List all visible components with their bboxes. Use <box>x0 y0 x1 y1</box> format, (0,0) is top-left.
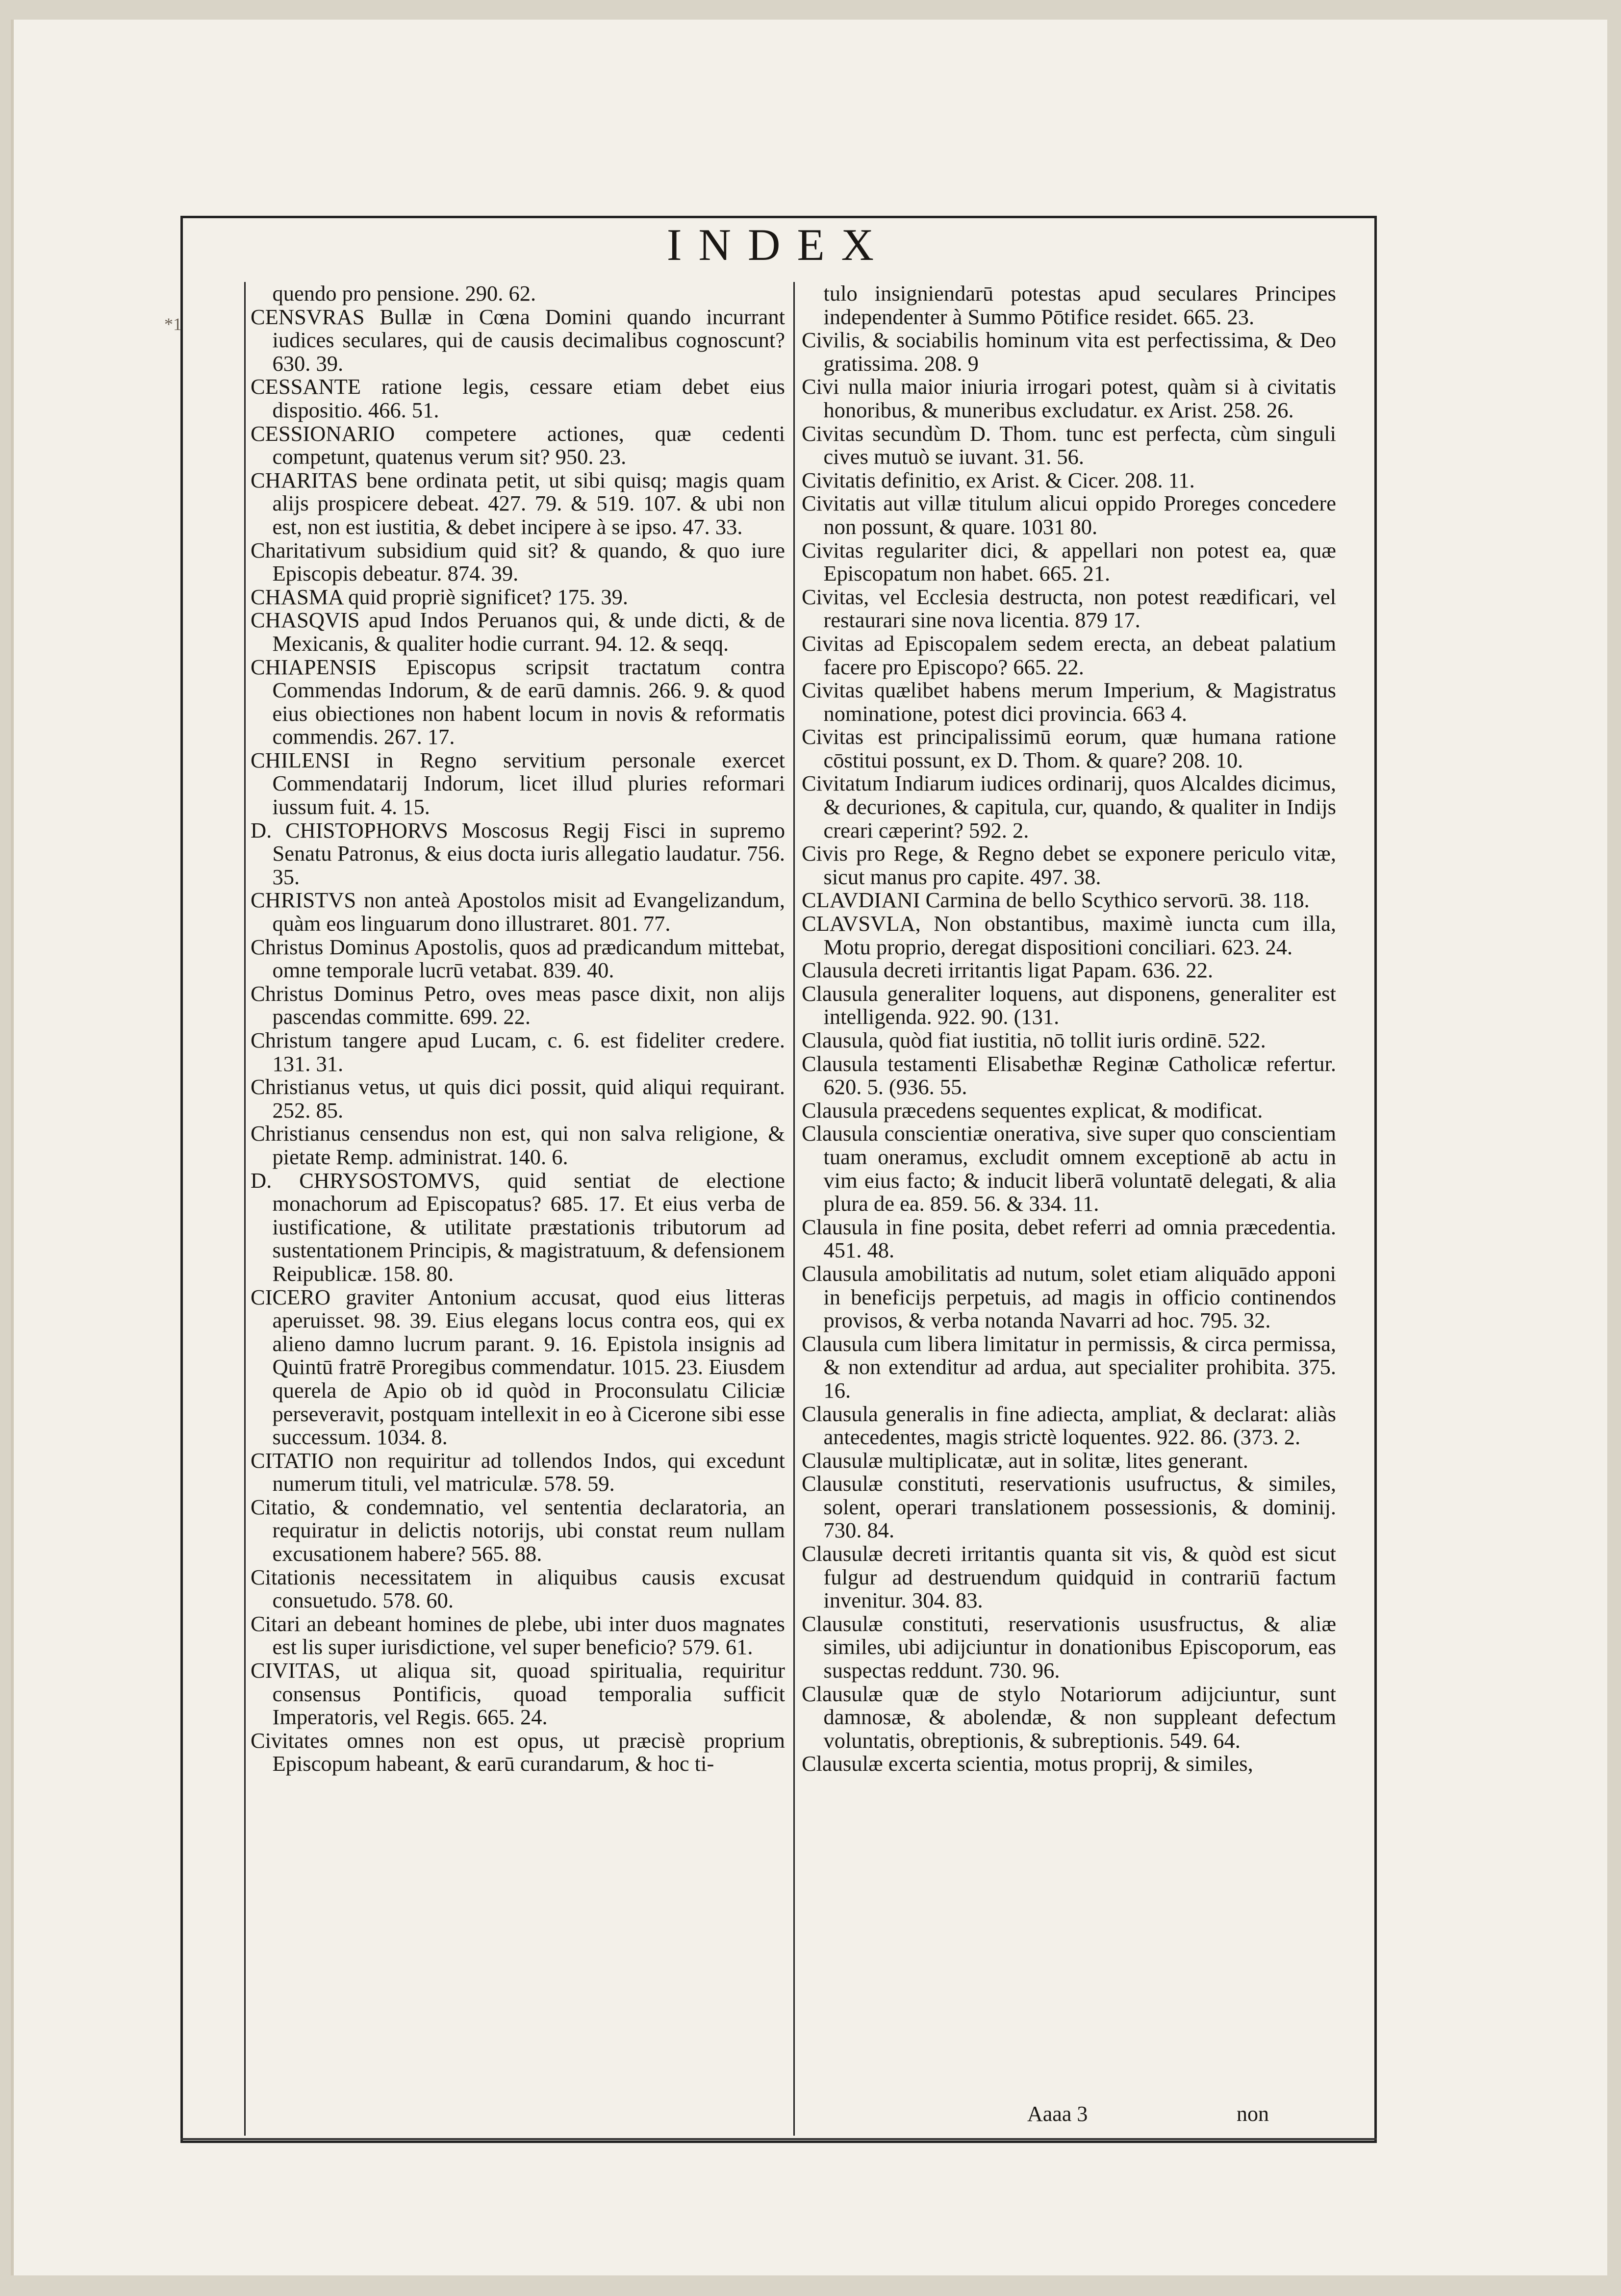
index-entry: Civis pro Rege, & Regno debet se exponere periculo vitæ, sicut manus pro capite. 497. 38. <box>802 841 1336 889</box>
index-entry: Clausulæ constituti, reservationis usufructus, & similes, solent, operari translationem possessionis, & dominij. 730. 84. <box>802 1471 1336 1543</box>
index-entry: Clausula amobilitatis ad nutum, solet etiam aliquādo apponi in beneficijs perpetuis, ad magis in officio continendos provisos, & verba notanda Navarri ad hoc. 795. 32. <box>802 1261 1336 1333</box>
index-entry: CESSANTE ratione legis, cessare etiam debet eius dispositio. 466. 51. <box>251 374 785 422</box>
margin-note: *1 <box>164 314 182 334</box>
index-entry: Clausulæ constituti, reservationis ususfructus, & aliæ similes, ubi adijciuntur in donationibus Episcoporum, eas suspectas reddunt. 730. 96. <box>802 1611 1336 1683</box>
index-entry: CLAVDIANI Carmina de bello Scythico servorū. 38. 118. <box>802 888 1310 913</box>
index-entry: Christianus censendus non est, qui non salva religione, & pietate Remp. administrat. 140. 6. <box>251 1121 785 1169</box>
index-entry: Clausulæ decreti irritantis quanta sit vis, & quòd est sicut fulgur ad destruendum quidquid in contrariū factum invenitur. 304. 83. <box>802 1541 1336 1613</box>
index-entry: Civitates omnes non est opus, ut præcisè proprium Episcopum habeant, & earū curandarum, & hoc ti- <box>251 1728 785 1776</box>
index-entry: Civitas secundùm D. Thom. tunc est perfecta, cùm singuli cives mutuò se iuvant. 31. 56. <box>802 421 1336 469</box>
bottom-rule <box>180 2138 1377 2140</box>
index-entry: CESSIONARIO competere actiones, quæ cedenti competunt, quatenus verum sit? 950. 23. <box>251 421 785 469</box>
page-title: INDEX <box>666 220 891 270</box>
index-entry: Civilis, & sociabilis hominum vita est perfectissima, & Deo gratissima. 208. 9 <box>802 328 1336 376</box>
index-entry: CITATIO non requiritur ad tollendos Indos, qui excedunt numerum tituli, vel matriculæ. 578. 59. <box>251 1448 785 1496</box>
index-entry: Citari an debeant homines de plebe, ubi inter duos magnates est lis super iurisdictione, vel super beneficio? 579. 61. <box>251 1611 785 1659</box>
index-entry: Clausula cum libera limitatur in permissis, & circa permissa, & non extenditur ad ardua, aut specialiter prohibita. 375. 16. <box>802 1331 1336 1403</box>
index-entry: Clausulæ quæ de stylo Notariorum adijciuntur, sunt damnosæ, & abolendæ, & non suppleant defectum voluntatis, obreptionis, & subreptionis. 549. 64. <box>802 1681 1336 1753</box>
index-entry: CENSVRAS Bullæ in Cœna Domini quando incurrant iudices seculares, qui de causis decimalibus cognoscunt? 630. 39. <box>251 304 785 376</box>
index-entry: CICERO graviter Antonium accusat, quod eius litteras aperuisset. 98. 39. Eius elegans locus contra eos, qui ex alieno damno lucrum parant. 9. 16. Epistola insignis ad Quintū fratrē Proregibus commendatur. 1015. 23. Eiusdem querela de Apio ob id quòd in Proconsulatu Ciliciæ perseveravit, postquam intellexit in eo à Cicerone sibi esse successum. 1034. 8. <box>251 1284 785 1450</box>
index-entry: Clausula, quòd fiat iustitia, nō tollit iuris ordinē. 522. <box>802 1028 1266 1052</box>
index-entry: Clausulæ excerta scientia, motus proprij, & similes, <box>802 1751 1253 1776</box>
index-entry: tulo insigniendarū potestas apud seculares Principes independenter à Summo Pōtifice residet. 665. 23. <box>823 282 1336 329</box>
index-entry: CHARITAS bene ordinata petit, ut sibi quisq; magis quam alijs prospicere debeat. 427. 79. & 519. 107. & ubi non est, non est iustitia, & debet incipere à se ipso. 47. 33. <box>251 467 785 539</box>
index-entry: Clausula decreti irritantis ligat Papam. 636. 22. <box>802 958 1214 983</box>
index-entry: Clausulæ multiplicatæ, aut in solitæ, lites generant. <box>802 1448 1248 1473</box>
index-entry: D. CHRYSOSTOMVS, quid sentiat de electione monachorum ad Episcopatus? 685. 17. Et eius verba de iustificatione, & utilitate præstationis tributorum ad sustentationem Principis, & magistratuum, & defensionem Reipublicæ. 158. 80. <box>251 1168 785 1286</box>
index-frame <box>180 216 1377 2143</box>
index-entry: CHILENSI in Regno servitium personale exercet Commendatarij Indorum, licet illud pluries reformari iussum fuit. 4. 15. <box>251 747 785 819</box>
index-entry: Civitas regulariter dici, & appellari non potest ea, quæ Episcopatum non habet. 665. 21. <box>802 537 1336 586</box>
index-entry: quendo pro pensione. 290. 62. <box>272 282 536 306</box>
index-entry: Citatio, & condemnatio, vel sententia declaratoria, an requiratur in delictis notorijs, ubi constat reum nullam excusationem habere? 565. 88. <box>251 1494 785 1566</box>
index-entry: Christus Dominus Petro, oves meas pasce dixit, non alijs pascendas committe. 699. 22. <box>251 981 785 1029</box>
index-entry: Charitativum subsidium quid sit? & quando, & quo iure Episcopis debeatur. 874. 39. <box>251 537 785 586</box>
right-column <box>793 282 1336 2136</box>
index-entry: Clausula præcedens sequentes explicat, & modificat. <box>802 1097 1263 1122</box>
index-entry: Clausula generalis in fine adiecta, ampliat, & declarat: aliàs antecedentes, magis strictè loquentes. 922. 86. (373. 2. <box>802 1401 1336 1450</box>
index-entry: Citationis necessitatem in aliquibus causis excusat consuetudo. 578. 60. <box>251 1564 785 1613</box>
index-entry: Civi nulla maior iniuria irrogari potest, quàm si à civitatis honoribus, & muneribus excludatur. ex Arist. 258. 26. <box>802 374 1336 422</box>
index-entry: Civitas quælibet habens merum Imperium, & Magistratus nominatione, potest dici provincia. 663 4. <box>802 678 1336 726</box>
index-entry: Civitatum Indiarum iudices ordinarij, quos Alcaldes dicimus, & decuriones, & capitula, cur, quando, & qualiter in Indijs creari cæperint? 592. 2. <box>802 771 1336 842</box>
catchword: non <box>1237 2102 1269 2126</box>
index-entry: Civitatis definitio, ex Arist. & Cicer. 208. 11. <box>802 467 1195 492</box>
index-entry: D. CHISTOPHORVS Moscosus Regij Fisci in supremo Senatu Patronus, & eius docta iuris allegatio laudatur. 756. 35. <box>251 817 785 889</box>
index-entry: CHASQVIS apud Indos Peruanos qui, & unde dicti, & de Mexicanis, & qualiter hodie currant. 94. 12. & seqq. <box>251 608 785 656</box>
index-entry: Clausula generaliter loquens, aut disponens, generaliter est intelligenda. 922. 90. (131. <box>802 981 1336 1029</box>
left-column <box>244 282 785 2136</box>
index-entry: Christum tangere apud Lucam, c. 6. est fideliter credere. 131. 31. <box>251 1028 785 1076</box>
index-entry: Civitatis aut villæ titulum alicui oppido Proreges concedere non possunt, & quare. 1031 80. <box>802 491 1336 539</box>
signature-mark: Aaaa 3 <box>1027 2102 1088 2126</box>
index-entry: Christianus vetus, ut quis dici possit, quid aliqui requirant. 252. 85. <box>251 1074 785 1122</box>
index-entry: Civitas ad Episcopalem sedem erecta, an debeat palatium facere pro Episcopo? 665. 22. <box>802 631 1336 679</box>
index-entry: Civitas, vel Ecclesia destructa, non potest reædificari, vel restaurari sine nova licentia. 879 17. <box>802 584 1336 633</box>
index-entry: CIVITAS, ut aliqua sit, quoad spiritualia, requiritur consensus Pontificis, quoad temporalia sufficit Imperatoris, vel Regis. 665. 24. <box>251 1658 785 1730</box>
index-entry: Civitas est principalissimū eorum, quæ humana ratione cōstitui possunt, ex D. Thom. & quare? 208. 10. <box>802 724 1336 772</box>
index-entry: Clausula conscientiæ onerativa, sive super quo conscientiam tuam oneramus, excludit omnem exceptionē ab actu in vim eius facto; & inducit liberā voluntatē delegati, & alia plura de ea. 859. 56. & 334. 11. <box>802 1121 1336 1216</box>
index-entry: Clausula in fine posita, debet referri ad omnia præcedentia. 451. 48. <box>802 1214 1336 1263</box>
index-entry: CHRISTVS non anteà Apostolos misit ad Evangelizandum, quàm eos linguarum dono illustraret. 801. 77. <box>251 888 785 936</box>
index-entry: Christus Dominus Apostolis, quos ad prædicandum mittebat, omne temporale lucrū vetabat. 839. 40. <box>251 934 785 983</box>
index-entry: CHIAPENSIS Episcopus scripsit tractatum contra Commendas Indorum, & de earū damnis. 266. 9. & quod eius obiectiones non habent locum in novis & reformatis commendis. 267. 17. <box>251 654 785 749</box>
index-entry: Clausula testamenti Elisabethæ Reginæ Catholicæ refertur. 620. 5. (936. 55. <box>802 1051 1336 1099</box>
index-entry: CHASMA quid propriè significet? 175. 39. <box>251 584 629 609</box>
index-entry: CLAVSVLA, Non obstantibus, maximè iuncta cum illa, Motu proprio, deregat dispositioni conciliari. 623. 24. <box>802 911 1336 959</box>
